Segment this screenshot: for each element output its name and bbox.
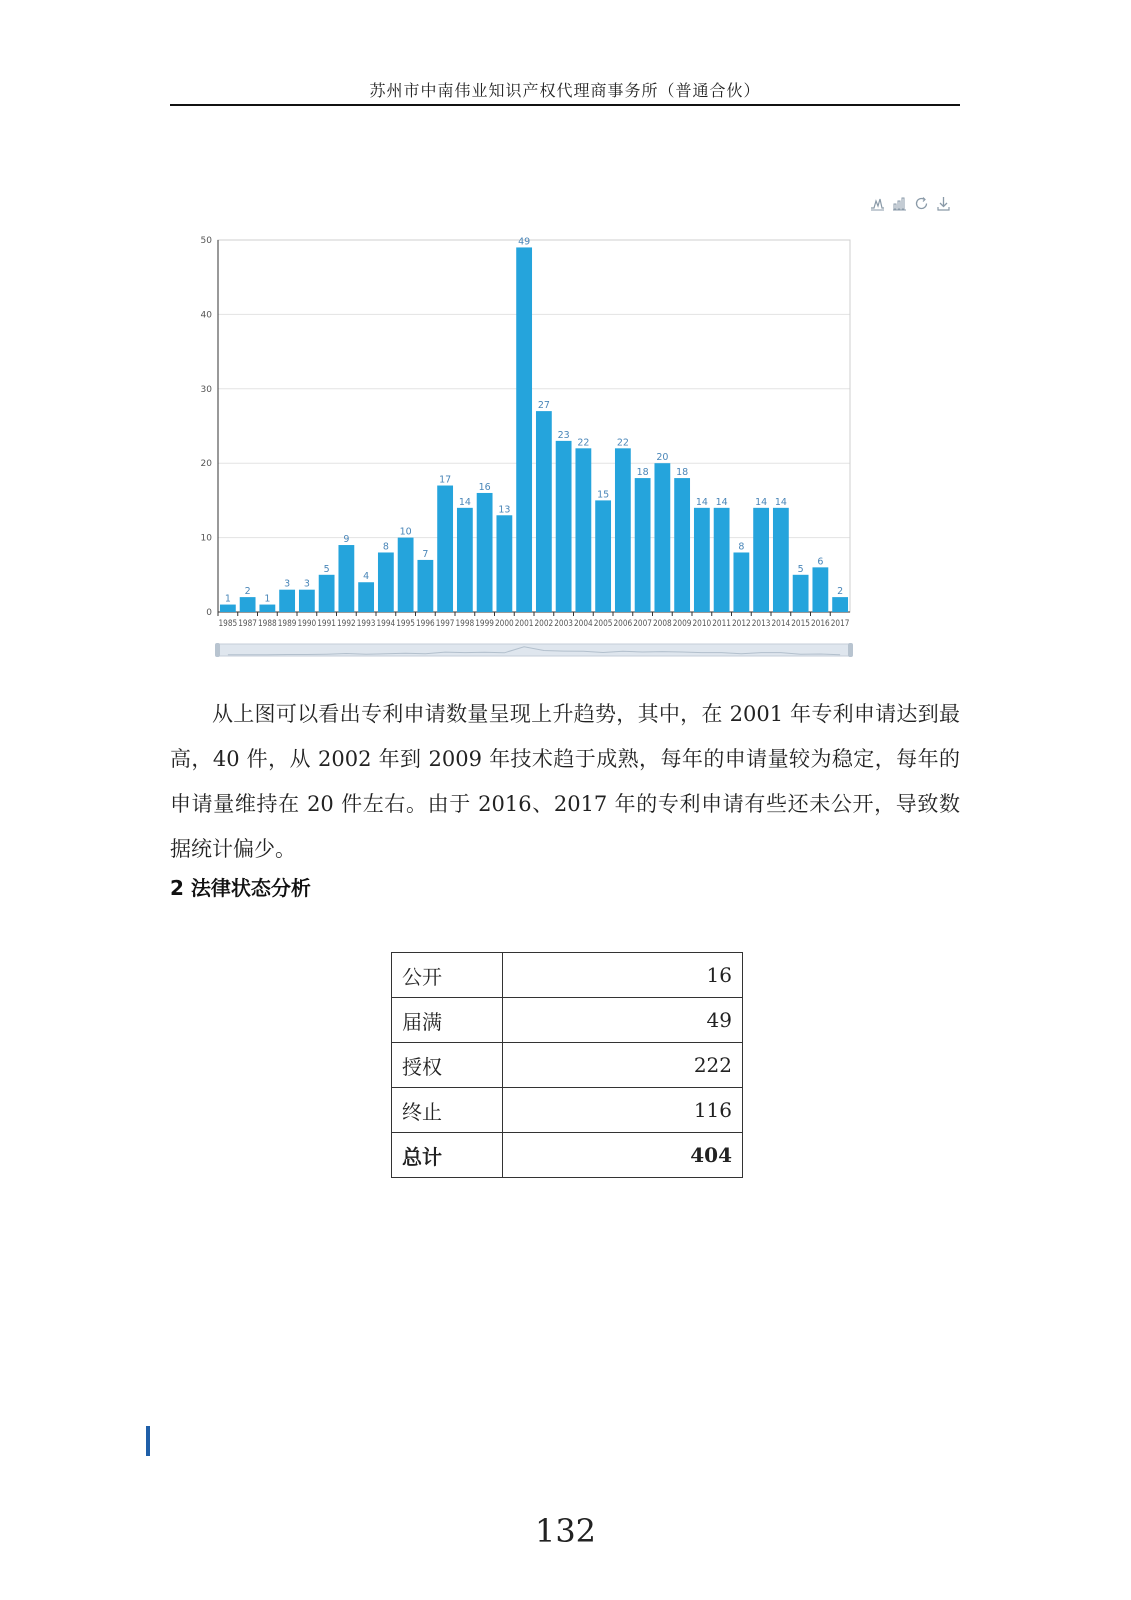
bar[interactable]	[437, 486, 453, 612]
bar-value-label: 9	[343, 534, 350, 546]
bar-value-label: 22	[616, 437, 629, 449]
bar-value-label: 13	[498, 504, 511, 516]
y-tick-label: 0	[206, 608, 212, 618]
bar[interactable]	[417, 560, 433, 612]
row-value: 222	[503, 1043, 743, 1088]
x-tick-label: 2000	[495, 619, 514, 629]
x-tick-label: 2013	[751, 619, 771, 629]
y-tick-label: 40	[200, 310, 212, 321]
x-tick-label: 2004	[574, 619, 593, 629]
bar-value-label: 22	[577, 437, 590, 449]
bar[interactable]	[615, 448, 631, 612]
bar[interactable]	[457, 508, 473, 612]
x-tick-label: 1991	[317, 619, 336, 629]
bar-value-label: 8	[382, 541, 389, 553]
row-value: 16	[503, 953, 743, 998]
y-tick-label: 10	[200, 533, 212, 544]
bar[interactable]	[753, 508, 769, 612]
bar[interactable]	[654, 463, 670, 612]
bar-chart-icon[interactable]	[892, 196, 907, 211]
bar[interactable]	[338, 545, 354, 612]
y-tick-label: 30	[200, 384, 212, 395]
zoom-handle-left[interactable]	[215, 643, 220, 657]
x-tick-label: 1988	[258, 619, 277, 629]
x-tick-label: 1996	[416, 619, 435, 629]
bar-value-label: 14	[695, 496, 708, 508]
row-label: 届满	[392, 998, 503, 1043]
bar-value-label: 14	[755, 496, 768, 508]
bar-value-label: 10	[399, 526, 412, 538]
bar-value-label: 49	[518, 236, 531, 248]
bar[interactable]	[793, 575, 809, 612]
bar-value-label: 4	[363, 571, 370, 583]
bar[interactable]	[358, 582, 374, 612]
x-tick-label: 2002	[534, 619, 554, 629]
row-value: 49	[503, 998, 743, 1043]
x-tick-label: 2011	[712, 619, 731, 629]
bar-value-label: 1	[264, 593, 271, 605]
bar[interactable]	[516, 247, 532, 612]
section-title: 2 法律状态分析	[170, 876, 311, 900]
bar-value-label: 6	[817, 556, 824, 568]
bar[interactable]	[773, 508, 789, 612]
x-tick-label: 2010	[692, 619, 712, 629]
table-row	[392, 1088, 743, 1133]
total-value: 404	[503, 1133, 743, 1178]
bar-value-label: 2	[244, 586, 251, 598]
x-tick-label: 1994	[376, 619, 396, 629]
x-tick-label: 2003	[554, 619, 573, 629]
row-label: 公开	[392, 953, 503, 998]
table-row	[392, 953, 743, 998]
bar-chart-svg	[190, 232, 880, 682]
y-tick-label: 50	[200, 236, 212, 246]
table-row	[392, 1043, 743, 1088]
bar-value-label: 23	[557, 429, 570, 441]
bar-value-label: 14	[458, 496, 471, 508]
row-label: 终止	[392, 1088, 503, 1133]
bar[interactable]	[575, 448, 591, 612]
x-tick-label: 1993	[356, 619, 376, 629]
bar[interactable]	[674, 478, 690, 612]
x-tick-label: 2016	[811, 619, 830, 629]
x-tick-label: 2017	[830, 619, 850, 629]
bar-value-label: 3	[284, 578, 291, 590]
bar[interactable]	[496, 515, 512, 612]
bar-value-label: 5	[323, 563, 330, 575]
refresh-icon[interactable]	[914, 196, 929, 211]
download-icon[interactable]	[936, 196, 951, 211]
x-tick-label: 2001	[514, 619, 534, 629]
bar[interactable]	[812, 567, 828, 612]
bar-value-label: 3	[303, 578, 310, 590]
x-tick-label: 2005	[593, 619, 613, 629]
bar[interactable]	[378, 552, 394, 612]
bar[interactable]	[398, 538, 414, 612]
bar-value-label: 15	[597, 489, 610, 501]
bar[interactable]	[733, 552, 749, 612]
x-tick-label: 1987	[238, 619, 257, 629]
bar[interactable]	[220, 605, 236, 612]
bar-value-label: 2	[837, 586, 844, 598]
patent-application-bar-chart	[190, 232, 880, 682]
bar-value-label: 1	[224, 593, 231, 605]
bar-value-label: 20	[656, 452, 669, 464]
bar[interactable]	[279, 590, 295, 612]
bar[interactable]	[556, 441, 572, 612]
legal-status-table	[391, 952, 743, 1178]
x-tick-label: 2014	[771, 619, 791, 629]
row-label: 授权	[392, 1043, 503, 1088]
bar-value-label: 16	[478, 481, 491, 493]
page-number: 132	[534, 1512, 597, 1550]
bar[interactable]	[635, 478, 651, 612]
bar[interactable]	[259, 605, 275, 612]
x-tick-label: 2015	[791, 619, 810, 629]
x-tick-label: 1985	[218, 619, 238, 629]
x-tick-label: 2008	[653, 619, 672, 629]
bar[interactable]	[477, 493, 493, 612]
x-tick-label: 2012	[732, 619, 751, 629]
x-tick-label: 1998	[455, 619, 475, 629]
bar-value-label: 14	[715, 496, 728, 508]
bar-value-label: 18	[636, 467, 649, 479]
bar-value-label: 7	[422, 548, 429, 560]
x-tick-label: 1999	[475, 619, 494, 629]
bar[interactable]	[299, 590, 315, 612]
x-tick-label: 2006	[613, 619, 633, 629]
header-rule	[170, 104, 960, 106]
table-row	[392, 998, 743, 1043]
line-chart-icon[interactable]	[870, 196, 885, 211]
analysis-paragraph: 从上图可以看出专利申请数量呈现上升趋势，其中，在 2001 年专利申请达到最高，40 件，从 2002 年到 2009 年技术趋于成熟，每年的申请量较为稳定，每年的申请量维持在 20 件左右。由于 2016、2017 年的专利申请有些还未公开，导致数据统计偏少。	[170, 702, 960, 861]
bar[interactable]	[694, 508, 710, 612]
bar-value-label: 5	[797, 563, 804, 575]
bar[interactable]	[832, 597, 848, 612]
x-tick-label: 1990	[297, 619, 317, 629]
bar[interactable]	[319, 575, 335, 612]
bar[interactable]	[536, 411, 552, 612]
zoom-handle-right[interactable]	[848, 643, 853, 657]
page-header-title: 苏州市中南伟业知识产权代理商事务所（普通合伙）	[369, 81, 761, 100]
x-tick-label: 1989	[277, 619, 297, 629]
bar-value-label: 8	[738, 541, 745, 553]
x-tick-label: 2009	[672, 619, 692, 629]
bar-value-label: 17	[439, 474, 452, 486]
bar-value-label: 14	[774, 496, 787, 508]
x-tick-label: 1995	[396, 619, 415, 629]
x-tick-label: 2007	[633, 619, 652, 629]
chart-toolbox	[870, 196, 951, 211]
x-tick-label: 1997	[435, 619, 455, 629]
row-value: 116	[503, 1088, 743, 1133]
y-tick-label: 20	[200, 459, 212, 470]
bar[interactable]	[714, 508, 730, 612]
total-label: 总计	[392, 1133, 503, 1178]
bar-value-label: 27	[537, 400, 550, 412]
bar[interactable]	[595, 500, 611, 612]
bar-value-label: 18	[676, 467, 689, 479]
margin-marker	[146, 1426, 150, 1456]
bar[interactable]	[240, 597, 256, 612]
table-total-row	[392, 1133, 743, 1178]
x-tick-label: 1992	[337, 619, 356, 629]
